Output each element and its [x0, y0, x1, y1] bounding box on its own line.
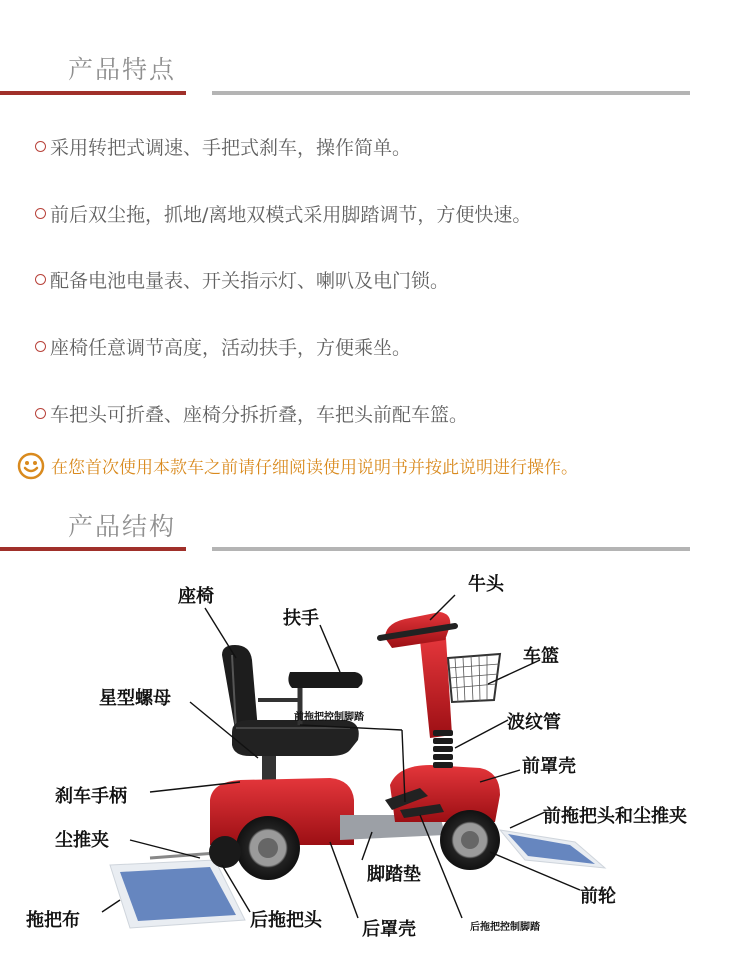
- part-label-front-cover: 前罩壳: [522, 756, 576, 777]
- part-label-front-mop-pedal: 前拖把控制脚踏: [294, 712, 364, 723]
- feature-text: 座椅任意调节高度，活动扶手，方便乘坐。: [50, 337, 412, 359]
- feature-text: 采用转把式调速、手把式刹车，操作简单。: [50, 137, 412, 159]
- features-title-bar-red: [0, 91, 186, 95]
- circle-bullet-icon: [35, 341, 46, 352]
- part-label-seat: 座椅: [178, 586, 214, 607]
- circle-bullet-icon: [35, 274, 46, 285]
- feature-item: [35, 400, 468, 427]
- part-label-basket: 车篮: [523, 646, 559, 667]
- part-label-tiller: 牛头: [468, 574, 504, 595]
- structure-title-bar-red: [0, 547, 186, 551]
- part-label-front-wheel: 前轮: [580, 886, 616, 907]
- structure-section-title: 产品结构: [68, 512, 177, 541]
- part-label-bellows: 波纹管: [507, 712, 561, 733]
- circle-bullet-icon: [35, 141, 46, 152]
- notice-text: 在您首次使用本款车之前请仔细阅读使用说明书并按此说明进行操作。: [51, 458, 578, 478]
- smiley-icon: [17, 452, 45, 480]
- part-label-rear-cover: 后罩壳: [362, 919, 416, 940]
- notice: [17, 452, 578, 480]
- feature-item: [35, 133, 411, 160]
- feature-item: [35, 200, 531, 227]
- part-label-rear-mop-head: 后拖把头: [250, 910, 322, 931]
- feature-item: [35, 266, 449, 293]
- part-label-armrest: 扶手: [283, 608, 319, 629]
- part-label-mop-cloth: 拖把布: [26, 910, 80, 931]
- circle-bullet-icon: [35, 208, 46, 219]
- part-label-rear-mop-pedal: 后拖把控制脚踏: [470, 922, 540, 933]
- feature-item: [35, 333, 411, 360]
- part-label-star-nut: 星型螺母: [99, 688, 171, 709]
- features-section-title: 产品特点: [68, 55, 177, 84]
- part-label-brake-lever: 刹车手柄: [55, 786, 127, 807]
- part-label-front-mop-head-clip: 前拖把头和尘推夹: [543, 806, 687, 827]
- feature-text: 配备电池电量表、开关指示灯、喇叭及电门锁。: [50, 270, 450, 292]
- part-label-dust-clip: 尘推夹: [55, 830, 109, 851]
- circle-bullet-icon: [35, 408, 46, 419]
- feature-text: 车把头可折叠、座椅分拆折叠，车把头前配车篮。: [50, 404, 469, 426]
- product-structure-diagram: [0, 560, 750, 979]
- part-label-foot-mat: 脚踏垫: [367, 864, 421, 885]
- feature-text: 前后双尘拖，抓地/离地双模式采用脚踏调节，方便快速。: [50, 204, 532, 226]
- features-title-bar-gray: [212, 91, 690, 95]
- structure-title-bar-gray: [212, 547, 690, 551]
